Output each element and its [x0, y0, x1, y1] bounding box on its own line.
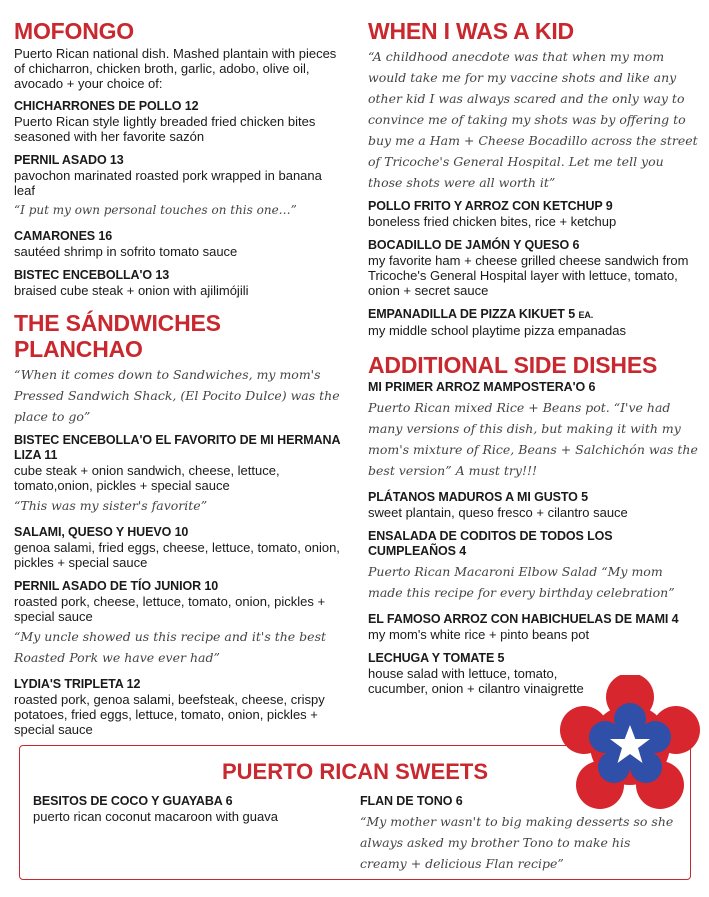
menu-item [368, 612, 698, 642]
item-description: braised cube steak + onion with ajilimójili [14, 283, 249, 298]
item-title: LECHUGA Y TOMATE 5 [368, 651, 505, 665]
item-title-suffix: EA. [578, 310, 594, 320]
item-title: BISTEC ENCEBOLLA'O EL FAVORITO DE MI HERMANA LIZA 11 [14, 433, 340, 462]
item-quote: “My mother wasn't to big making desserts so she always asked my brother Tono to make his creamy + delicious Flan recipe” [360, 814, 674, 871]
item-description: my mom's white rice + pinto beans pot [368, 627, 590, 642]
item-quote: “I put my own personal touches on this one…” [14, 203, 297, 217]
menu-item [14, 153, 344, 220]
item-title: PERNIL ASADO DE TÍO JUNIOR 10 [14, 579, 219, 593]
sweets-title: PUERTO RICAN SWEETS [221, 759, 489, 784]
menu-item [14, 268, 344, 298]
item-title: BESITOS DE COCO Y GUAYABA 6 [33, 794, 233, 808]
item-title: MI PRIMER ARROZ MAMPOSTERA'O 6 [368, 380, 596, 394]
item-description: pavochon marinated roasted pork wrapped in banana leaf [14, 168, 322, 198]
item-title: LYDIA'S TRIPLETA 12 [14, 677, 141, 691]
menu-item [14, 579, 344, 668]
item-description: house salad with lettuce, tomato, cucumber, onion + cilantro vinaigrette [368, 666, 584, 696]
menu-item [33, 794, 343, 824]
sandwiches-intro-quote: “When it comes down to Sandwiches, my mom's Pressed Sandwich Shack, (El Pocito Dulce) was the place to go” [14, 367, 340, 424]
item-description: roasted pork, cheese, lettuce, tomato, onion, pickles + special sauce [14, 594, 326, 624]
item-title: CAMARONES 16 [14, 229, 113, 243]
item-title: CHICHARRONES DE POLLO 12 [14, 99, 199, 113]
item-title: ENSALADA DE CODITOS DE TODOS LOS CUMPLEAÑOS 4 [368, 529, 613, 558]
item-description: genoa salami, fried eggs, cheese, lettuce, tomato, onion, pickles + special sauce [14, 540, 340, 570]
item-description: boneless fried chicken bites, rice + ketchup [368, 214, 617, 229]
mofongo-intro: Puerto Rican national dish. Mashed plantain with pieces of chicharron, chicken broth, garlic, adobo, olive oil, avocado + your choice of: [14, 46, 337, 91]
kid-title: WHEN I WAS A KID [368, 18, 574, 44]
item-description: roasted pork, genoa salami, beefsteak, cheese, crispy potatoes, fried eggs, lettuce, tomato, onion, pickles + special sauce [14, 692, 325, 737]
menu-item [368, 199, 698, 229]
sandwiches-title: THE SÁNDWICHES PLANCHAO [14, 310, 221, 362]
menu-item [14, 525, 344, 570]
item-description: sautéed shrimp in sofrito tomato sauce [14, 244, 238, 259]
item-title: PERNIL ASADO 13 [14, 153, 124, 167]
item-title: SALAMI, QUESO Y HUEVO 10 [14, 525, 189, 539]
kid-intro-quote: “A childhood anecdote was that when my mom would take me for my vaccine shots and like any other kid I was always scared and the only way to convince me of taking my shots was by offering to buy me a Ham + Cheese Bocadillo across the street of Tricoche's General Hospital. Let me tell you those shots were all worth it” [368, 49, 698, 190]
menu-item [368, 307, 698, 338]
left-column [14, 18, 344, 746]
item-quote: “This was my sister's favorite” [14, 498, 208, 513]
item-title: BISTEC ENCEBOLLA'O 13 [14, 268, 170, 282]
kid-section [368, 18, 698, 338]
menu-item [14, 229, 344, 259]
menu-item [368, 529, 698, 603]
item-description: cube steak + onion sandwich, cheese, lettuce, tomato,onion, pickles + special sauce [14, 463, 280, 493]
item-title: FLAN DE TONO 6 [360, 794, 463, 808]
sandwiches-section [14, 310, 344, 737]
menu-item [14, 433, 344, 516]
menu-item [14, 99, 344, 144]
sides-section [368, 352, 698, 696]
item-title: EL FAMOSO ARROZ CON HABICHUELAS DE MAMI 4 [368, 612, 679, 626]
menu-item [14, 677, 344, 737]
menu-item [368, 238, 698, 298]
sides-title: ADDITIONAL SIDE DISHES [368, 352, 658, 378]
item-title [368, 307, 698, 323]
item-title: BOCADILLO DE JAMÓN Y QUESO 6 [368, 238, 580, 252]
item-description: sweet plantain, queso fresco + cilantro sauce [368, 505, 628, 520]
item-description: Puerto Rican style lightly breaded fried chicken bites seasoned with her favorite sazón [14, 114, 316, 144]
item-description: my middle school playtime pizza empanadas [368, 323, 626, 338]
item-title: POLLO FRITO Y ARROZ CON KETCHUP 9 [368, 199, 613, 213]
mofongo-title: MOFONGO [14, 18, 134, 44]
item-title-text: EMPANADILLA DE PIZZA KIKUET 5 [368, 307, 576, 321]
menu-item [368, 490, 698, 520]
item-quote: “My uncle showed us this recipe and it's the best Roasted Pork we have ever had” [14, 629, 327, 665]
item-description: my favorite ham + cheese grilled cheese sandwich from Tricoche's General Hospital layer with lettuce, tomato, onion + secret sauce [368, 253, 689, 298]
item-quote: Puerto Rican mixed Rice + Beans pot. “I've had many versions of this dish, but making it with my mom's mixture of Rice, Beans + Salchichón was the best version” A must try!!! [368, 400, 698, 478]
mofongo-section [14, 18, 344, 298]
right-column [368, 18, 698, 705]
menu-item [368, 380, 698, 481]
item-quote: Puerto Rican Macaroni Elbow Salad “My mom made this recipe for every birthday celebration” [368, 564, 675, 600]
item-description: puerto rican coconut macaroon with guava [33, 809, 278, 824]
flor-de-maga-icon [560, 675, 700, 815]
item-title: PLÁTANOS MADUROS A MI GUSTO 5 [368, 490, 589, 504]
